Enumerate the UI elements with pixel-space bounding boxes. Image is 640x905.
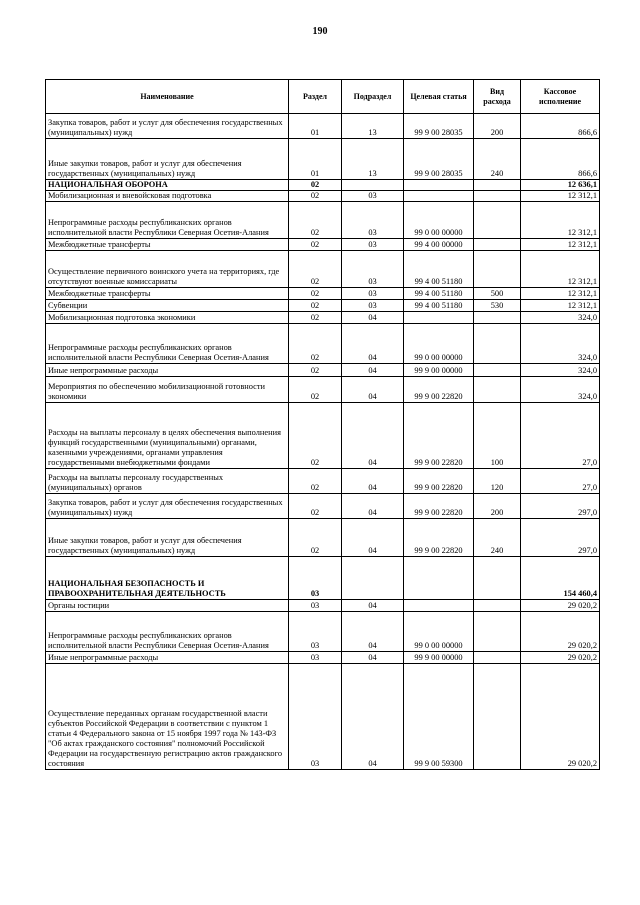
page-number: 190 xyxy=(312,26,328,37)
table-header-row xyxy=(46,80,600,114)
row-name: Иные непрограммные расходы xyxy=(46,364,289,377)
row-subsection: 03 xyxy=(342,239,404,251)
row-type xyxy=(474,612,521,652)
row-name: Непрограммные расходы республиканских органов исполнительной власти Республики Северная Осетия-Алания xyxy=(46,202,289,239)
row-name: НАЦИОНАЛЬНАЯ БЕЗОПАСНОСТЬ И ПРАВООХРАНИТЕЛЬНАЯ ДЕЯТЕЛЬНОСТЬ xyxy=(46,557,289,600)
header-subsection: Подраздел xyxy=(342,80,404,114)
row-section: 02 xyxy=(289,494,342,519)
table-row xyxy=(46,191,600,202)
row-name: Межбюджетные трансферты xyxy=(46,239,289,251)
row-section: 02 xyxy=(289,191,342,202)
row-amount: 12 636,1 xyxy=(521,180,600,191)
table-row xyxy=(46,469,600,494)
row-name: Расходы на выплаты персоналу государственных (муниципальных) органов xyxy=(46,469,289,494)
row-name: Осуществление переданных органам государственной власти субъектов Российской Федерации в соответствии с пунктом 1 статьи 4 Федерального закона от 15 ноября 1997 года № 143-ФЗ "Об актах гражданского состояния" полномочий Российской Федерации на государственную регистрацию актов гражданского состояния xyxy=(46,664,289,770)
row-name: Межбюджетные трансферты xyxy=(46,288,289,300)
row-amount: 12 312,1 xyxy=(521,202,600,239)
row-amount: 324,0 xyxy=(521,377,600,403)
table-row xyxy=(46,180,600,191)
row-subsection: 04 xyxy=(342,364,404,377)
row-target xyxy=(404,312,474,324)
row-target: 99 9 00 22820 xyxy=(404,494,474,519)
budget-table xyxy=(45,79,600,770)
row-target: 99 9 00 00000 xyxy=(404,652,474,664)
row-subsection: 04 xyxy=(342,312,404,324)
row-section: 03 xyxy=(289,664,342,770)
row-section: 02 xyxy=(289,377,342,403)
row-subsection: 04 xyxy=(342,377,404,403)
row-amount: 12 312,1 xyxy=(521,191,600,202)
row-amount: 324,0 xyxy=(521,312,600,324)
row-subsection: 13 xyxy=(342,114,404,139)
row-name: НАЦИОНАЛЬНАЯ ОБОРОНА xyxy=(46,180,289,191)
row-section: 02 xyxy=(289,312,342,324)
table-row xyxy=(46,664,600,770)
row-subsection: 13 xyxy=(342,139,404,180)
row-subsection: 04 xyxy=(342,652,404,664)
row-amount: 866,6 xyxy=(521,139,600,180)
row-section: 02 xyxy=(289,251,342,288)
row-subsection: 04 xyxy=(342,494,404,519)
table-row xyxy=(46,288,600,300)
row-type xyxy=(474,652,521,664)
row-type xyxy=(474,191,521,202)
row-section: 01 xyxy=(289,114,342,139)
row-subsection: 03 xyxy=(342,288,404,300)
row-type xyxy=(474,364,521,377)
row-subsection: 04 xyxy=(342,324,404,364)
row-type: 200 xyxy=(474,494,521,519)
row-type xyxy=(474,377,521,403)
row-subsection xyxy=(342,557,404,600)
table-row xyxy=(46,403,600,469)
table-row xyxy=(46,251,600,288)
row-section: 02 xyxy=(289,469,342,494)
row-type xyxy=(474,312,521,324)
row-name: Закупка товаров, работ и услуг для обеспечения государственных (муниципальных) нужд xyxy=(46,494,289,519)
table-row xyxy=(46,114,600,139)
row-type: 240 xyxy=(474,139,521,180)
row-type xyxy=(474,324,521,364)
row-amount: 27,0 xyxy=(521,469,600,494)
row-target: 99 4 00 51180 xyxy=(404,251,474,288)
row-section: 03 xyxy=(289,557,342,600)
row-section: 02 xyxy=(289,364,342,377)
row-target xyxy=(404,191,474,202)
row-target xyxy=(404,557,474,600)
row-name: Иные непрограммные расходы xyxy=(46,652,289,664)
row-name: Мобилизационная и вневойсковая подготовка xyxy=(46,191,289,202)
table-row xyxy=(46,612,600,652)
row-amount: 154 460,4 xyxy=(521,557,600,600)
table-row xyxy=(46,139,600,180)
row-target: 99 9 00 22820 xyxy=(404,469,474,494)
row-name: Субвенции xyxy=(46,300,289,312)
row-subsection: 04 xyxy=(342,664,404,770)
row-subsection: 03 xyxy=(342,191,404,202)
row-name: Иные закупки товаров, работ и услуг для обеспечения государственных (муниципальных) нужд xyxy=(46,519,289,557)
row-target: 99 9 00 22820 xyxy=(404,519,474,557)
table-row xyxy=(46,557,600,600)
table-row xyxy=(46,364,600,377)
row-section: 03 xyxy=(289,612,342,652)
row-type: 100 xyxy=(474,403,521,469)
row-target: 99 4 00 00000 xyxy=(404,239,474,251)
row-type xyxy=(474,557,521,600)
table-row xyxy=(46,519,600,557)
table-row xyxy=(46,377,600,403)
table-row xyxy=(46,600,600,612)
row-type: 120 xyxy=(474,469,521,494)
row-amount: 866,6 xyxy=(521,114,600,139)
row-subsection: 04 xyxy=(342,612,404,652)
row-section: 02 xyxy=(289,403,342,469)
row-section: 02 xyxy=(289,288,342,300)
row-amount: 29 020,2 xyxy=(521,600,600,612)
row-target: 99 0 00 00000 xyxy=(404,202,474,239)
row-target: 99 9 00 59300 xyxy=(404,664,474,770)
row-section: 02 xyxy=(289,300,342,312)
row-target: 99 0 00 00000 xyxy=(404,612,474,652)
row-name: Мобилизационная подготовка экономики xyxy=(46,312,289,324)
row-subsection: 03 xyxy=(342,300,404,312)
row-name: Мероприятия по обеспечению мобилизационной готовности экономики xyxy=(46,377,289,403)
row-section: 02 xyxy=(289,324,342,364)
row-target: 99 9 00 00000 xyxy=(404,364,474,377)
row-subsection: 04 xyxy=(342,403,404,469)
row-amount: 29 020,2 xyxy=(521,652,600,664)
row-name: Закупка товаров, работ и услуг для обеспечения государственных (муниципальных) нужд xyxy=(46,114,289,139)
row-name: Непрограммные расходы республиканских органов исполнительной власти Республики Северная Осетия-Алания xyxy=(46,612,289,652)
table-row xyxy=(46,300,600,312)
header-type: Вид расхода xyxy=(474,80,521,114)
row-type xyxy=(474,202,521,239)
row-amount: 29 020,2 xyxy=(521,664,600,770)
row-amount: 324,0 xyxy=(521,324,600,364)
row-section: 02 xyxy=(289,202,342,239)
row-section: 02 xyxy=(289,180,342,191)
table-row xyxy=(46,312,600,324)
row-subsection: 04 xyxy=(342,519,404,557)
row-subsection: 04 xyxy=(342,469,404,494)
row-section: 03 xyxy=(289,600,342,612)
row-amount: 297,0 xyxy=(521,519,600,557)
row-type: 240 xyxy=(474,519,521,557)
row-subsection: 03 xyxy=(342,202,404,239)
row-amount: 12 312,1 xyxy=(521,251,600,288)
row-name: Органы юстиции xyxy=(46,600,289,612)
row-amount: 297,0 xyxy=(521,494,600,519)
row-section: 03 xyxy=(289,652,342,664)
row-type xyxy=(474,664,521,770)
row-name: Непрограммные расходы республиканских органов исполнительной власти Республики Северная Осетия-Алания xyxy=(46,324,289,364)
row-type xyxy=(474,180,521,191)
row-target xyxy=(404,600,474,612)
row-amount: 27,0 xyxy=(521,403,600,469)
row-type xyxy=(474,600,521,612)
header-name: Наименование xyxy=(46,80,289,114)
row-target xyxy=(404,180,474,191)
table-row xyxy=(46,202,600,239)
table-row xyxy=(46,494,600,519)
row-name: Иные закупки товаров, работ и услуг для обеспечения государственных (муниципальных) нужд xyxy=(46,139,289,180)
header-amount: Кассовое исполнение xyxy=(521,80,600,114)
row-amount: 324,0 xyxy=(521,364,600,377)
table-row xyxy=(46,652,600,664)
header-section: Раздел xyxy=(289,80,342,114)
row-name: Осуществление первичного воинского учета на территориях, где отсутствуют военные комиссариаты xyxy=(46,251,289,288)
row-type xyxy=(474,251,521,288)
row-amount: 12 312,1 xyxy=(521,239,600,251)
row-section: 02 xyxy=(289,239,342,251)
row-target: 99 9 00 22820 xyxy=(404,403,474,469)
header-target: Целевая статья xyxy=(404,80,474,114)
table-row xyxy=(46,324,600,364)
row-type: 530 xyxy=(474,300,521,312)
row-subsection: 04 xyxy=(342,600,404,612)
row-type: 200 xyxy=(474,114,521,139)
row-target: 99 0 00 00000 xyxy=(404,324,474,364)
row-amount: 12 312,1 xyxy=(521,288,600,300)
row-subsection: 03 xyxy=(342,251,404,288)
row-target: 99 4 00 51180 xyxy=(404,288,474,300)
row-section: 01 xyxy=(289,139,342,180)
table-row xyxy=(46,239,600,251)
row-amount: 12 312,1 xyxy=(521,300,600,312)
row-amount: 29 020,2 xyxy=(521,612,600,652)
row-type: 500 xyxy=(474,288,521,300)
row-subsection xyxy=(342,180,404,191)
row-target: 99 4 00 51180 xyxy=(404,300,474,312)
row-target: 99 9 00 28035 xyxy=(404,114,474,139)
row-name: Расходы на выплаты персоналу в целях обеспечения выполнения функций государственными (муниципальными) органами, казенными учреждениями, органами управления государственными внебюджетными фондами xyxy=(46,403,289,469)
row-target: 99 9 00 28035 xyxy=(404,139,474,180)
row-target: 99 9 00 22820 xyxy=(404,377,474,403)
row-section: 02 xyxy=(289,519,342,557)
row-type xyxy=(474,239,521,251)
